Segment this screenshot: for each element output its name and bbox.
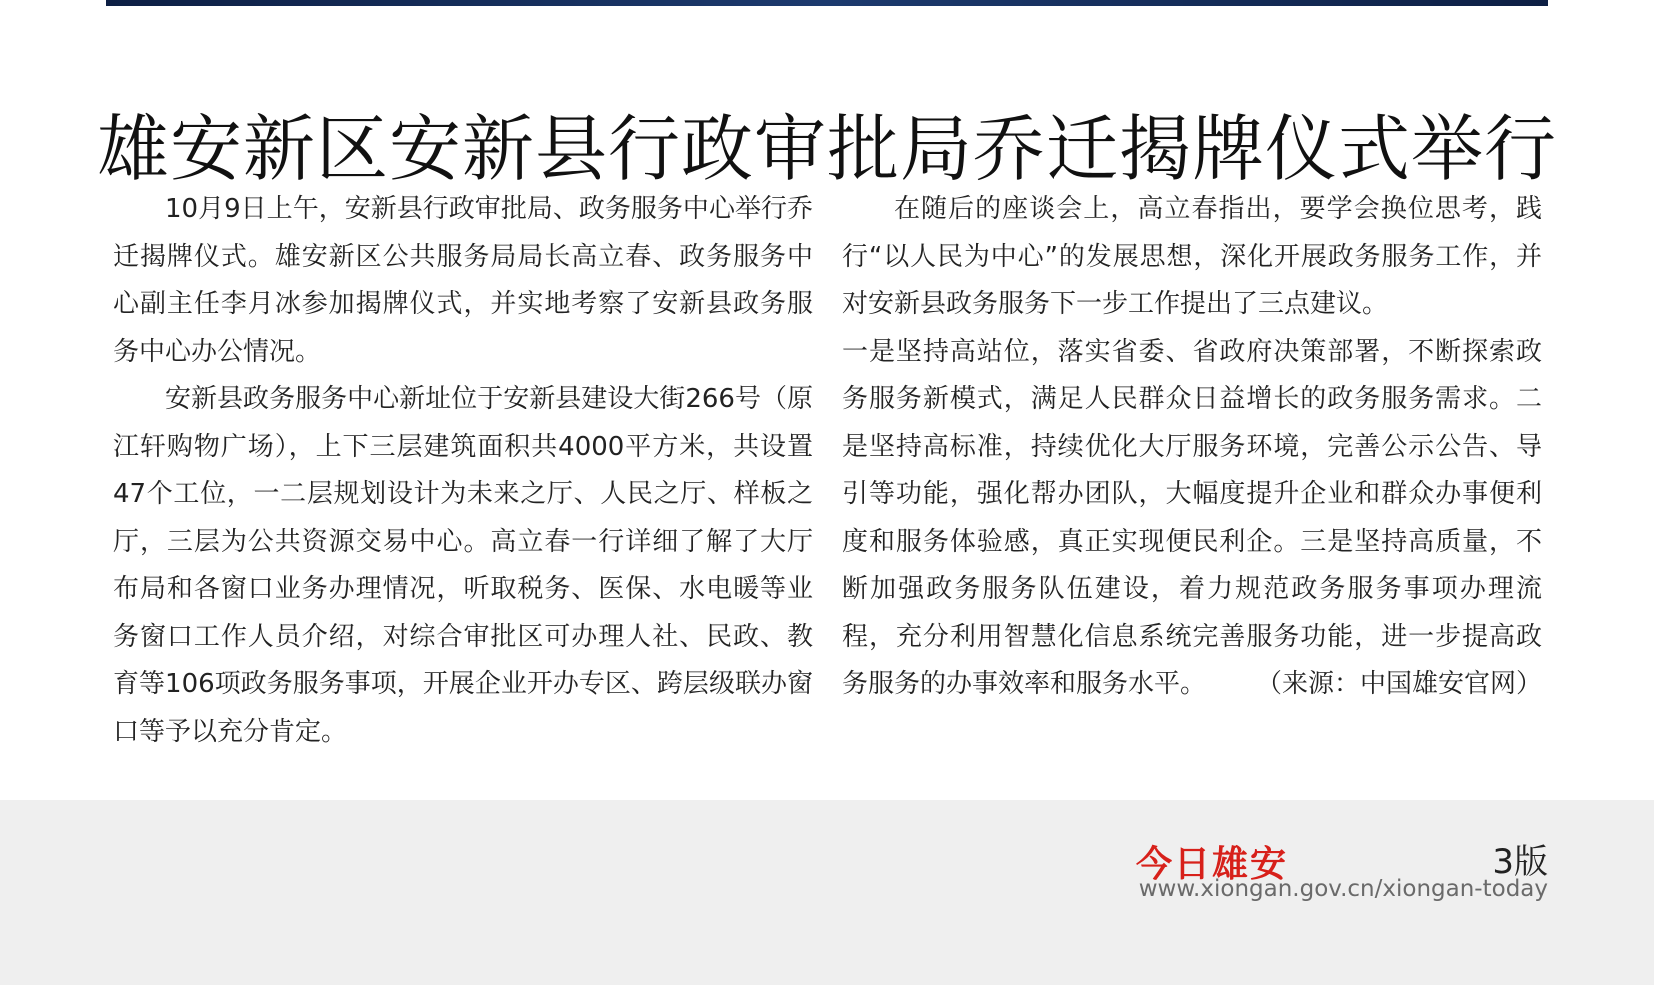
article-source: （来源：中国雄安官网） [1255,669,1542,699]
paragraph: 10月9日上午，安新县行政审批局、政务服务中心举行乔迁揭牌仪式。雄安新区公共服务局局长高立春、政务服务中心副主任李月冰参加揭牌仪式，并实地考察了安新县政务服务中心办公情况。 [113,194,813,367]
article-headline: 雄安新区安新县行政审批局乔迁揭牌仪式举行 [96,107,1557,192]
paragraph [842,329,1542,709]
publication-url: www.xiongan.gov.cn/xiongan-today [1138,876,1548,902]
paragraph: 安新县政务服务中心新址位于安新县建设大街266号（原江轩购物广场），上下三层建筑面积共4000平方米，共设置47个工位，一二层规划设计为未来之厅、人民之厅、样板之厅，三层为公共资源交易中心。高立春一行详细了解了大厅布局和各窗口业务办理情况，听取税务、医保、水电暖等业务窗口工作人员介绍，对综合审批区可办理人社、民政、教育等106项政务服务事项，开展企业开办专区、跨层级联办窗口等予以充分肯定。 [113,384,813,747]
paragraph: 在随后的座谈会上，高立春指出，要学会换位思考，践行“以人民为中心”的发展思想，深化开展政务服务工作，并对安新县政务服务下一步工作提出了三点建议。 [842,194,1542,319]
page-footer [0,800,1654,985]
publication-logo: 今日雄安 [1136,843,1289,885]
paragraph-text: 一是坚持高站位，落实省委、省政府决策部署，不断探索政务服务新模式，满足人民群众日益增长的政务服务需求。二是坚持高标准，持续优化大厅服务环境，完善公示公告、导引等功能，强化帮办团队，大幅度提升企业和群众办事便利度和服务体验感，真正实现便民利企。三是坚持高质量，不断加强政务服务队伍建设，着力规范政务服务事项办理流程，充分利用智慧化信息系统完善服务功能，进一步提高政务服务的办事效率和服务水平。 [842,336,1542,699]
article-column-left [113,186,813,756]
top-accent-bar [106,0,1548,6]
article-column-right [842,186,1542,709]
page-number: 3版 [1492,842,1548,882]
